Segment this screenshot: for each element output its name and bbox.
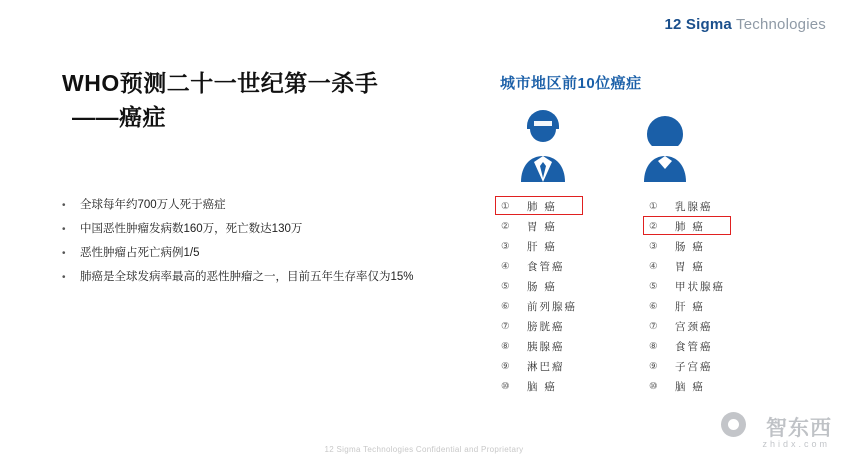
rank-label: 肠 癌 bbox=[675, 240, 705, 253]
page-title-line2: ——癌症 bbox=[72, 104, 166, 130]
rank-number: ① bbox=[649, 200, 658, 212]
rank-label: 肠 癌 bbox=[527, 280, 557, 293]
rank-number: ⑦ bbox=[501, 320, 510, 332]
list-item bbox=[495, 356, 645, 376]
bullet-list bbox=[62, 198, 482, 294]
bullet-text: 肺癌是全球发病率最高的恶性肿瘤之一，目前五年生存率仅为15% bbox=[80, 271, 414, 283]
rank-number: ② bbox=[501, 220, 510, 232]
rank-label: 乳腺癌 bbox=[675, 200, 713, 213]
list-item bbox=[62, 222, 482, 237]
watermark bbox=[712, 412, 832, 456]
rank-label: 脑 癌 bbox=[675, 380, 705, 393]
watermark-text: 智东西 bbox=[766, 417, 832, 440]
rank-label: 肝 癌 bbox=[675, 300, 705, 313]
rank-number: ④ bbox=[649, 260, 658, 272]
rank-label: 胃 癌 bbox=[527, 220, 557, 233]
rank-label: 肝 癌 bbox=[527, 240, 557, 253]
rank-number: ⑦ bbox=[649, 320, 658, 332]
list-item bbox=[495, 196, 645, 216]
rank-number: ⑩ bbox=[649, 380, 658, 392]
male-person-icon bbox=[501, 104, 585, 182]
rank-label: 肺 癌 bbox=[675, 220, 705, 233]
watermark-circle-icon bbox=[721, 412, 746, 437]
list-item bbox=[495, 296, 645, 316]
bullet-marker-icon: • bbox=[62, 224, 66, 235]
female-cancer-list bbox=[643, 196, 793, 396]
rank-number: ⑥ bbox=[501, 300, 510, 312]
list-item bbox=[495, 336, 645, 356]
slide-footer: 12 Sigma Technologies Confidential and Proprietary bbox=[324, 445, 524, 454]
rank-label: 胃 癌 bbox=[675, 260, 705, 273]
rank-label: 子宫癌 bbox=[675, 360, 713, 373]
rank-label: 食管癌 bbox=[527, 260, 565, 273]
brand-name-bold: 12 Sigma bbox=[664, 16, 732, 33]
bullet-text: 中国恶性肿瘤发病数160万，死亡数达130万 bbox=[80, 223, 303, 235]
rank-label: 前列腺癌 bbox=[527, 300, 577, 313]
male-cancer-list bbox=[495, 196, 645, 396]
panel-title: 城市地区前10位癌症 bbox=[500, 75, 642, 92]
list-item bbox=[643, 236, 793, 256]
list-item bbox=[643, 216, 793, 236]
rank-label: 淋巴瘤 bbox=[527, 360, 565, 373]
list-item bbox=[643, 316, 793, 336]
rank-label: 食管癌 bbox=[675, 340, 713, 353]
rank-number: ③ bbox=[649, 240, 658, 252]
female-person-icon bbox=[623, 104, 707, 182]
watermark-url: zhidx.com bbox=[762, 439, 830, 449]
list-item bbox=[62, 198, 482, 213]
rank-number: ① bbox=[501, 200, 510, 212]
list-item bbox=[643, 296, 793, 316]
rank-number: ③ bbox=[501, 240, 510, 252]
rank-label: 脑 癌 bbox=[527, 380, 557, 393]
rank-label: 胰腺癌 bbox=[527, 340, 565, 353]
rank-number: ⑥ bbox=[649, 300, 658, 312]
rank-number: ⑤ bbox=[649, 280, 658, 292]
rank-number: ⑧ bbox=[649, 340, 658, 352]
brand-name-light: Technologies bbox=[731, 16, 826, 33]
rank-label: 甲状腺癌 bbox=[675, 280, 725, 293]
list-item bbox=[495, 376, 645, 396]
rank-label: 宫颈癌 bbox=[675, 320, 713, 333]
list-item bbox=[643, 376, 793, 396]
rank-number: ⑨ bbox=[501, 360, 510, 372]
rank-number: ⑩ bbox=[501, 380, 510, 392]
bullet-text: 全球每年约700万人死于癌症 bbox=[80, 199, 226, 211]
rank-number: ⑨ bbox=[649, 360, 658, 372]
brand-logo bbox=[664, 16, 826, 33]
rank-number: ④ bbox=[501, 260, 510, 272]
rank-number: ⑧ bbox=[501, 340, 510, 352]
list-item bbox=[643, 196, 793, 216]
list-item bbox=[495, 256, 645, 276]
list-item bbox=[643, 256, 793, 276]
list-item bbox=[643, 336, 793, 356]
list-item bbox=[62, 246, 482, 261]
bullet-marker-icon: • bbox=[62, 200, 66, 211]
bullet-marker-icon: • bbox=[62, 248, 66, 259]
rank-number: ⑤ bbox=[501, 280, 510, 292]
list-item bbox=[495, 236, 645, 256]
figure-group bbox=[495, 104, 815, 182]
bullet-text: 恶性肿瘤占死亡病例1/5 bbox=[80, 247, 200, 259]
bullet-marker-icon: • bbox=[62, 272, 66, 283]
list-item bbox=[643, 356, 793, 376]
page-title-line1: WHO预测二十一世纪第一杀手 bbox=[62, 70, 379, 96]
list-item bbox=[643, 276, 793, 296]
list-item bbox=[495, 276, 645, 296]
rank-label: 肺 癌 bbox=[527, 200, 557, 213]
rank-label: 膀胱癌 bbox=[527, 320, 565, 333]
list-item bbox=[495, 216, 645, 236]
list-item bbox=[62, 270, 482, 285]
page-title bbox=[62, 66, 482, 134]
list-item bbox=[495, 316, 645, 336]
rank-number: ② bbox=[649, 220, 658, 232]
